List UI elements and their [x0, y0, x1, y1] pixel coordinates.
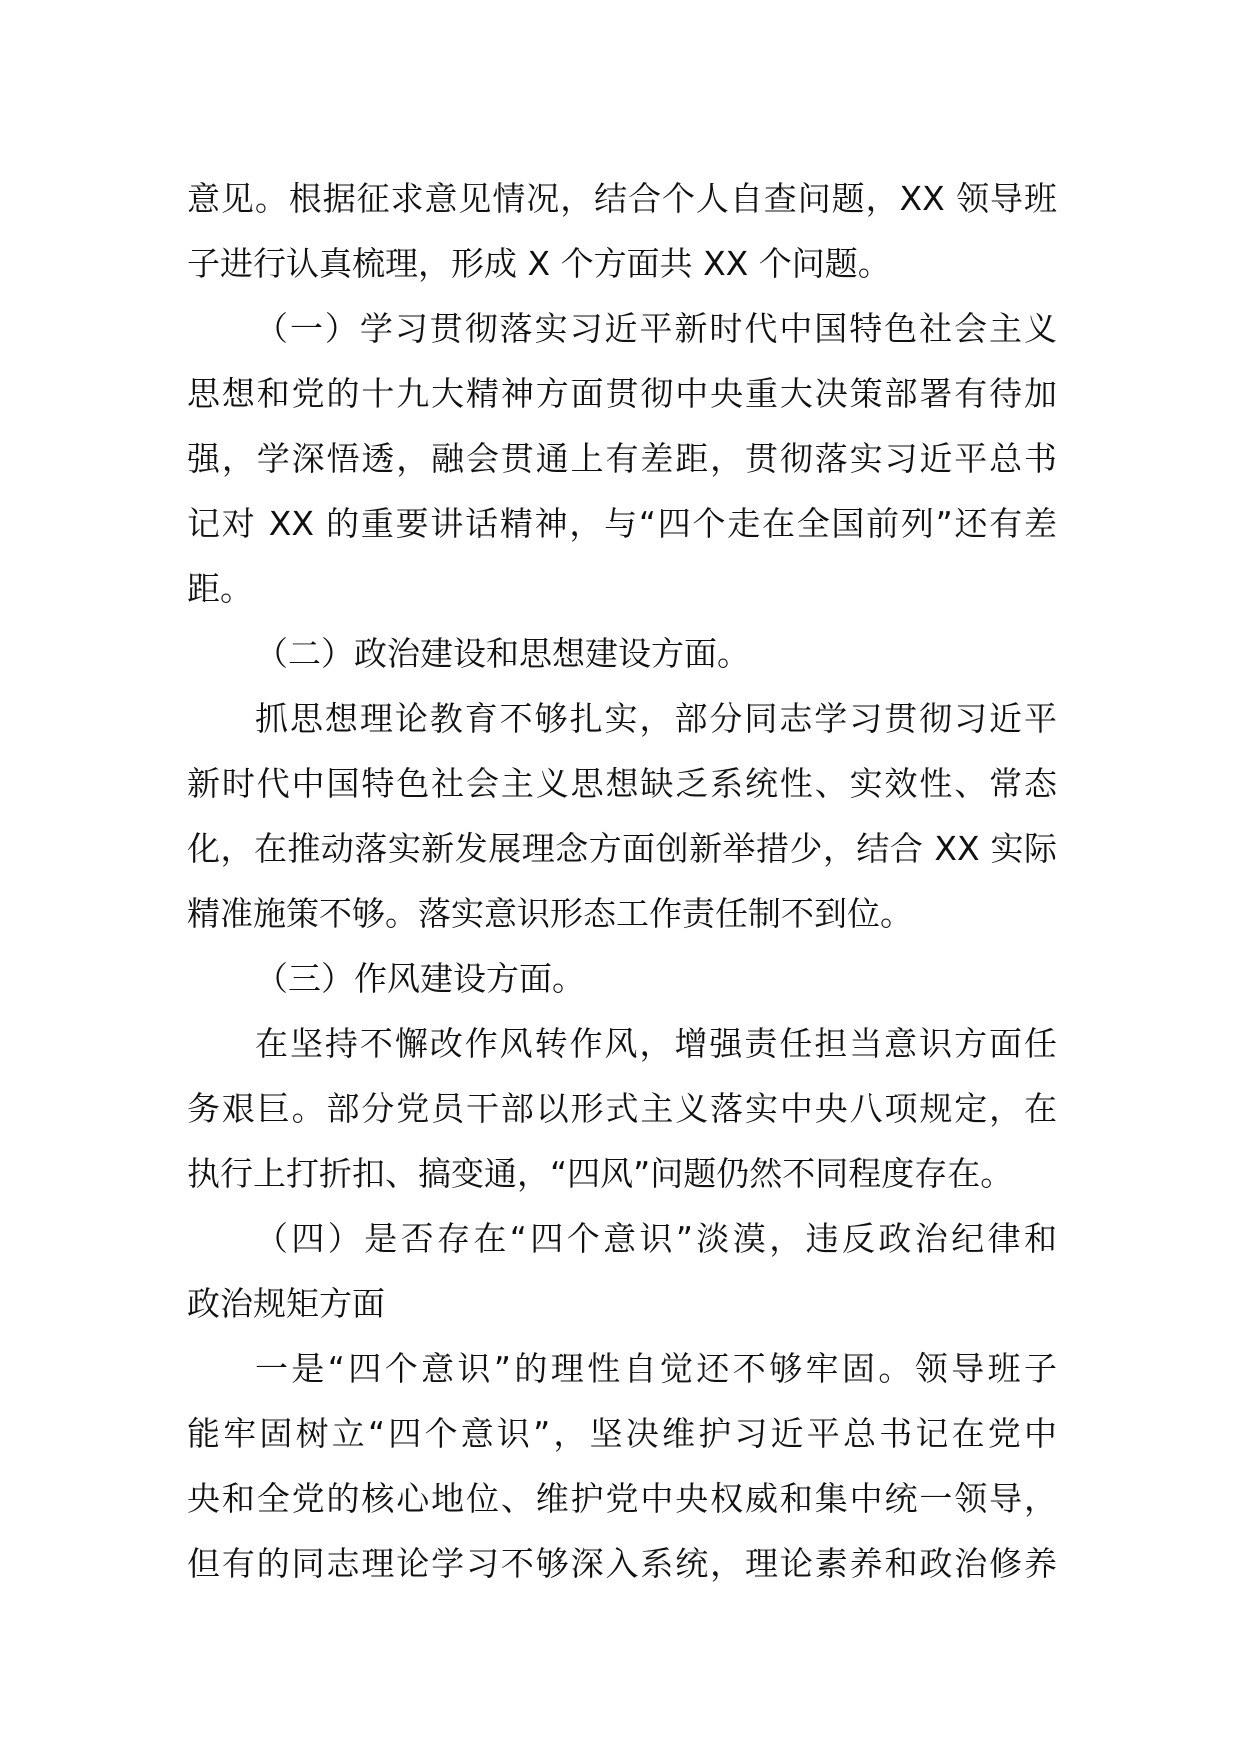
document-body	[187, 166, 1057, 1596]
heading-section-two	[187, 621, 1057, 686]
paragraph-section-two-body	[187, 686, 1057, 946]
text-line: 务艰巨。部分党员干部以形式主义落实中央八项规定，在	[187, 1089, 1057, 1128]
text-line: 意见。根据征求意见情况，结合个人自查问题，XX 领导班	[187, 179, 1057, 218]
paragraph-section-one	[187, 296, 1057, 621]
section-heading: 政治规矩方面	[187, 1284, 385, 1323]
text-line: （一）学习贯彻落实习近平新时代中国特色社会主义	[255, 309, 1057, 348]
section-heading: （三）作风建设方面。	[255, 959, 585, 998]
text-line: 距。	[187, 569, 253, 608]
text-line: 执行上打折扣、搞变通，“四风”问题仍然不同程度存在。	[187, 1154, 1014, 1193]
paragraph-section-four-body	[187, 1336, 1057, 1596]
text-line: 央和全党的核心地位、维护党中央权威和集中统一领导，	[187, 1479, 1057, 1518]
text-line: 思想和党的十九大精神方面贯彻中央重大决策部署有待加	[187, 374, 1057, 413]
paragraph-opinions-summary	[187, 166, 1057, 296]
text-line: 强，学深悟透，融会贯通上有差距，贯彻落实习近平总书	[187, 439, 1057, 478]
text-line: 但有的同志理论学习不够深入系统，理论素养和政治修养	[187, 1544, 1057, 1583]
text-line: 能牢固树立“四个意识”，坚决维护习近平总书记在党中	[187, 1414, 1057, 1453]
text-line: 记对 XX 的重要讲话精神，与“四个走在全国前列”还有差	[187, 504, 1057, 543]
section-heading: （二）政治建设和思想建设方面。	[255, 634, 750, 673]
text-line: 精准施策不够。落实意识形态工作责任制不到位。	[187, 894, 913, 933]
paragraph-section-three-body	[187, 1011, 1057, 1206]
text-line: 新时代中国特色社会主义思想缺乏系统性、实效性、常态	[187, 764, 1057, 803]
heading-section-three	[187, 946, 1057, 1011]
text-line: 一是“四个意识”的理性自觉还不够牢固。领导班子	[255, 1349, 1057, 1388]
text-line: 化，在推动落实新发展理念方面创新举措少，结合 XX 实际	[187, 829, 1057, 868]
section-heading: （四）是否存在“四个意识”淡漠，违反政治纪律和	[255, 1219, 1057, 1258]
text-line: 抓思想理论教育不够扎实，部分同志学习贯彻习近平	[255, 699, 1057, 738]
text-line: 在坚持不懈改作风转作风，增强责任担当意识方面任	[255, 1024, 1057, 1063]
text-line: 子进行认真梳理，形成 X 个方面共 XX 个问题。	[187, 244, 891, 283]
heading-section-four	[187, 1206, 1057, 1336]
